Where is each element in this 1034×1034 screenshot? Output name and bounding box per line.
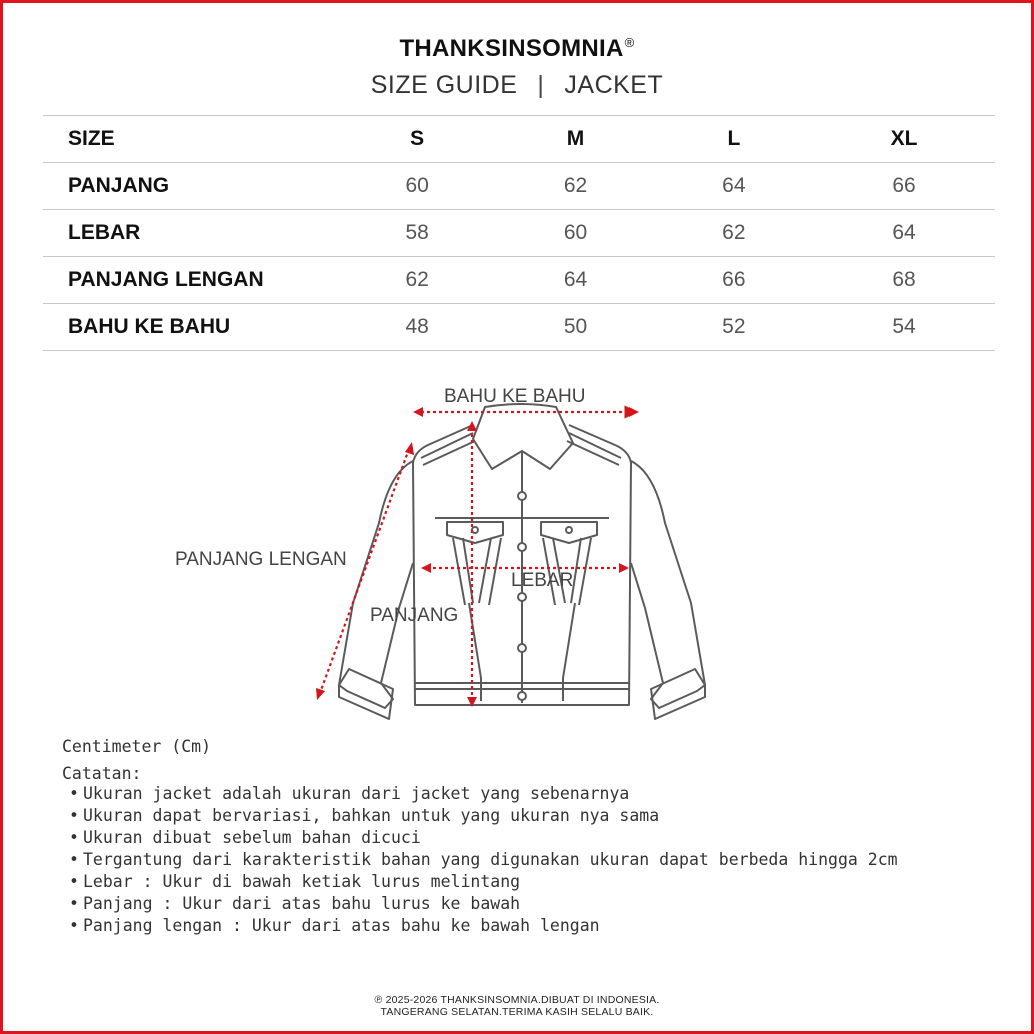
table-cell: 64 (813, 210, 995, 257)
row-label: PANJANG LENGAN (43, 257, 338, 304)
sleeve-label: PANJANG LENGAN (175, 549, 347, 570)
length-label: PANJANG (370, 605, 459, 626)
button-icon (566, 527, 572, 533)
row-label: LEBAR (43, 210, 338, 257)
arrow-icon (405, 442, 414, 455)
size-table (43, 115, 995, 351)
notes-title: Catatan: (62, 764, 142, 783)
size-guide-label: SIZE GUIDE (370, 71, 518, 99)
note-text: Ukuran dibuat sebelum bahan dicuci (83, 828, 421, 847)
jacket-diagram (3, 373, 1031, 733)
column-header: M (496, 116, 654, 163)
subtitle (3, 71, 1031, 100)
table-cell: 52 (655, 304, 813, 351)
bullet: • (69, 916, 79, 935)
bullet: • (69, 784, 79, 803)
left-yoke (421, 433, 475, 465)
note-text: Lebar : Ukur di bawah ketiak lurus melintang (83, 872, 521, 891)
arrow-icon (413, 407, 423, 417)
right-cuff (651, 669, 705, 719)
table-cell: 68 (813, 257, 995, 304)
note-text: Ukuran dapat bervariasi, bahkan untuk yang ukuran nya sama (83, 806, 660, 825)
subtitle-separator: | (537, 71, 545, 99)
table-cell: 62 (496, 163, 654, 210)
table-cell: 50 (496, 304, 654, 351)
jacket-illustration (3, 373, 1031, 733)
footer-line-1: ℗ 2025-2026 THANKSINSOMNIA.DIBUAT DI INDONESIA. (374, 994, 660, 1006)
list-item (69, 805, 1022, 827)
brand-name: THANKSINSOMNIA (399, 35, 624, 62)
table-cell: 66 (813, 163, 995, 210)
column-header: S (338, 116, 496, 163)
column-header: L (655, 116, 813, 163)
product-label: JACKET (564, 71, 664, 99)
arrow-icon (316, 688, 325, 700)
button-icon (518, 543, 526, 551)
table-cell: 66 (655, 257, 813, 304)
arrow-icon (619, 563, 629, 573)
unit-label: Centimeter (Cm) (62, 737, 212, 756)
table-cell: 58 (338, 210, 496, 257)
right-yoke (567, 433, 621, 465)
note-text: Panjang : Ukur dari atas bahu lurus ke bawah (83, 894, 521, 913)
list-item (69, 783, 1022, 805)
notes-section (62, 737, 1022, 937)
bullet: • (69, 850, 79, 869)
row-label: PANJANG (43, 163, 338, 210)
table-row (43, 210, 995, 257)
list-item (69, 827, 1022, 849)
bullet: • (69, 828, 79, 847)
registered-mark: ® (624, 35, 635, 50)
left-placket-lines (453, 538, 501, 701)
sleeve-measure-line (320, 449, 409, 693)
bullet: • (69, 806, 79, 825)
right-sleeve (631, 461, 705, 708)
shoulder-label: BAHU KE BAHU (444, 386, 586, 407)
button-icon (518, 492, 526, 500)
list-item (69, 893, 1022, 915)
table-cell: 54 (813, 304, 995, 351)
note-text: Tergantung dari karakteristik bahan yang digunakan ukuran dapat berbeda hingga 2cm (83, 850, 898, 869)
table-cell: 64 (655, 163, 813, 210)
button-icon (518, 593, 526, 601)
arrow-icon (421, 563, 431, 573)
table-cell: 60 (338, 163, 496, 210)
row-label: BAHU KE BAHU (43, 304, 338, 351)
table-row (43, 163, 995, 210)
table-cell: 64 (496, 257, 654, 304)
left-cuff (339, 669, 393, 719)
button-icon (518, 692, 526, 700)
width-label: LEBAR (511, 570, 574, 591)
bullet: • (69, 872, 79, 891)
table-row (43, 304, 995, 351)
column-header: XL (813, 116, 995, 163)
table-row (43, 257, 995, 304)
button-icon (518, 644, 526, 652)
right-placket-lines (543, 538, 591, 701)
list-item (69, 915, 1022, 937)
list-item (69, 871, 1022, 893)
left-sleeve (339, 461, 413, 708)
table-cell: 62 (338, 257, 496, 304)
footer-line-2: TANGERANG SELATAN.TERIMA KASIH SELALU BAIK. (380, 1006, 654, 1018)
list-item (69, 849, 1022, 871)
jacket-outline (339, 404, 705, 719)
table-cell: 62 (655, 210, 813, 257)
table-header-row (43, 116, 995, 163)
table-cell: 48 (338, 304, 496, 351)
arrow-icon (629, 407, 639, 417)
size-header-label: SIZE (43, 116, 338, 163)
note-text: Ukuran jacket adalah ukuran dari jacket yang sebenarnya (83, 784, 630, 803)
table-cell: 60 (496, 210, 654, 257)
footer (3, 994, 1031, 1018)
notes-list (62, 783, 1022, 937)
bullet: • (69, 894, 79, 913)
brand-title (3, 35, 1031, 63)
note-text: Panjang lengan : Ukur dari atas bahu ke bawah lengan (83, 916, 600, 935)
